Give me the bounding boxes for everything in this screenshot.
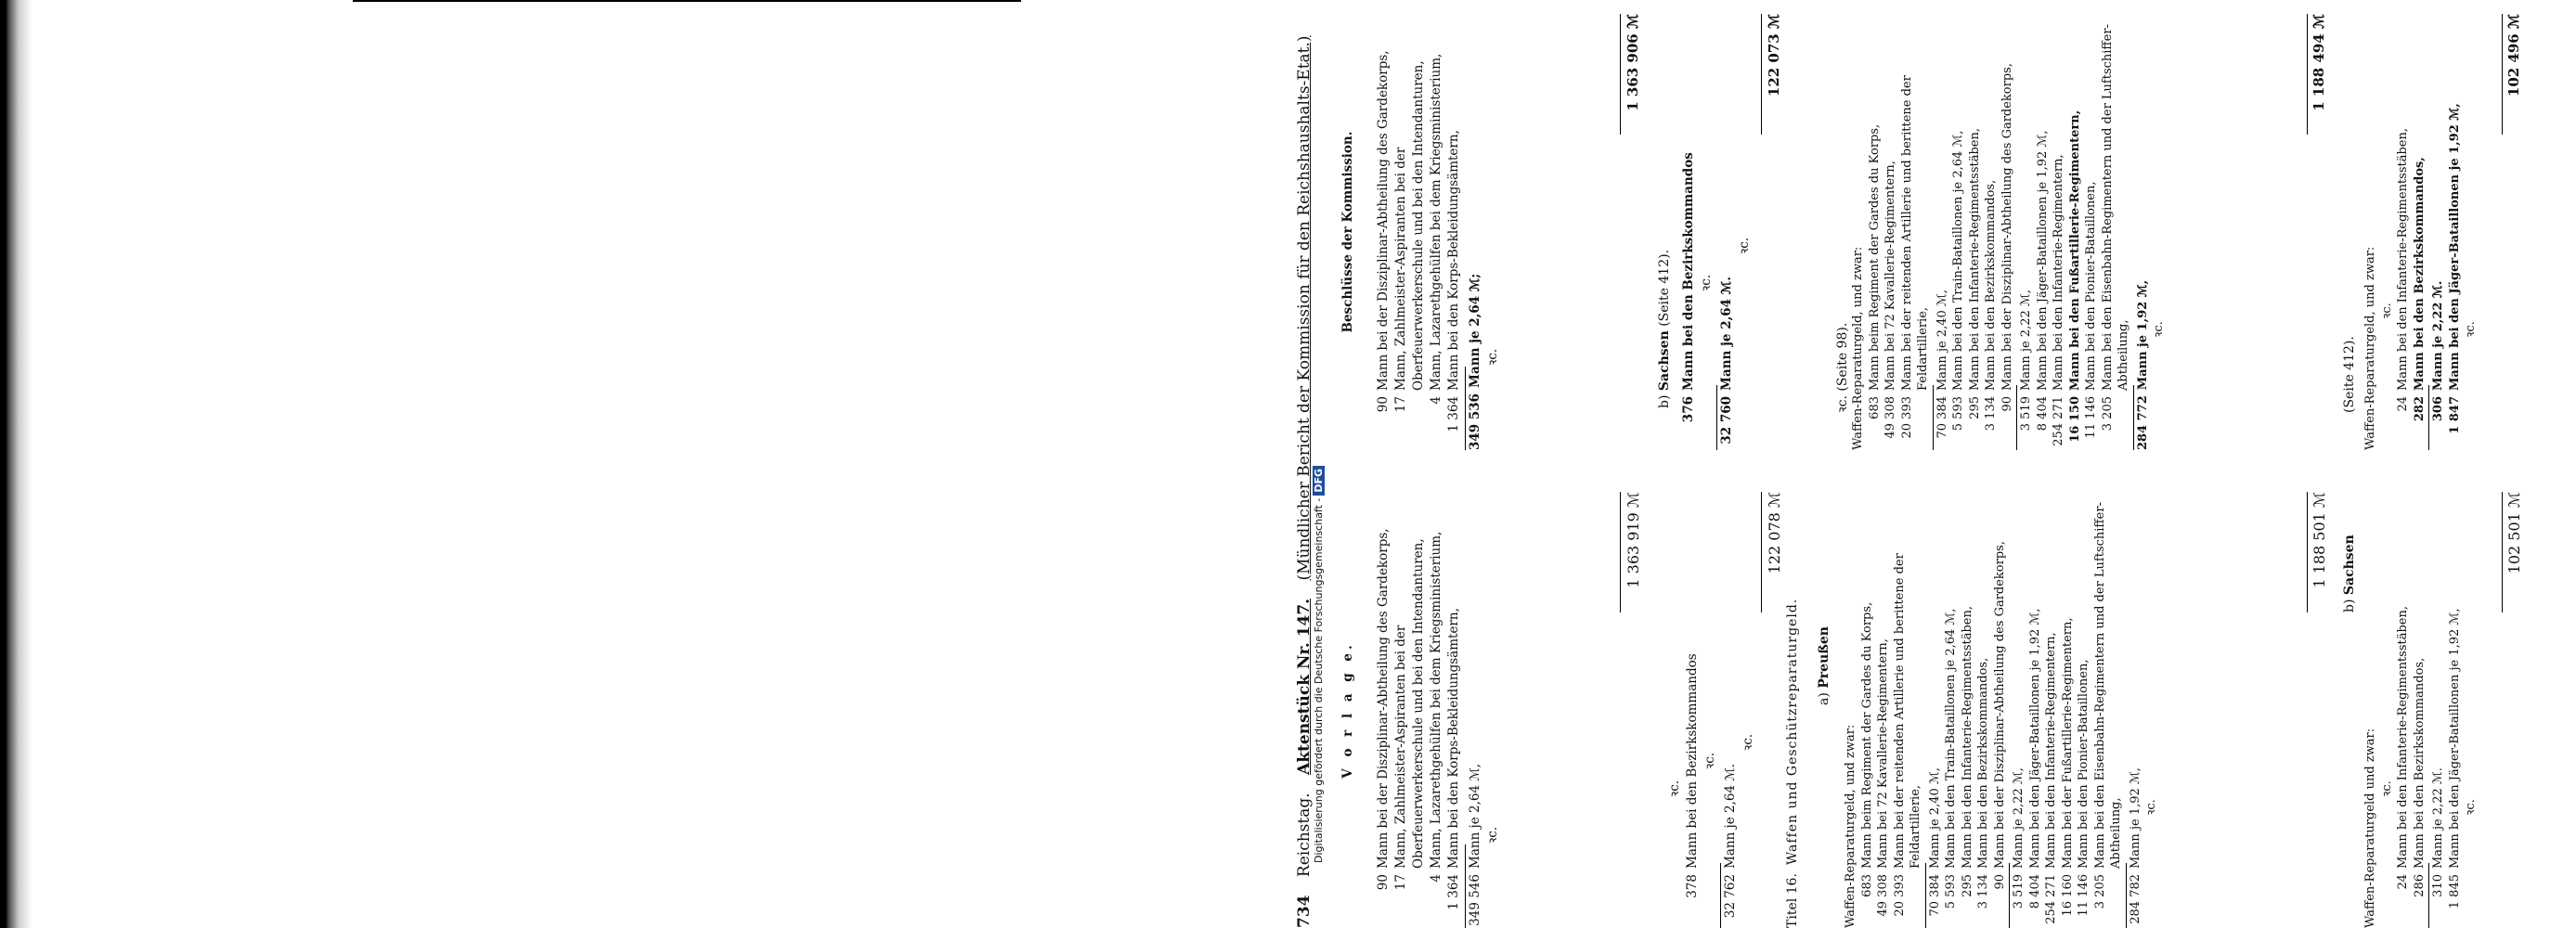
dfg-logo: DFG [1313,466,1325,496]
list-item: 24 Mann bei den Infanterie-Regimentsstäben, [2396,606,2410,890]
total-value: 1 188 501 ℳ [2311,492,2328,588]
total-rule [1620,14,1621,135]
list-item: 16 160 Mann bei der Fußartillerie-Regimentern, [2060,617,2075,917]
sum-line: 32 762 Mann je 2,64 ℳ. [1723,763,1738,919]
etc-mark: ꝛc. [2379,780,2394,797]
etc-mark: ꝛc. [1741,733,1755,752]
total-rule [2307,14,2308,135]
list-item: 17 Mann, Zahlmeister-Aspiranten bei der Oberfeuerwerkerschule und bei den Intendanturen, [1393,60,1426,413]
list-item: 282 Mann bei den Bezirkskommandos, [2412,157,2427,422]
list-item: 1 847 Mann bei den Jäger-Bataillonen je 1,92 ℳ, [2447,103,2462,434]
sum-line: 310 Mann je 2,22 ℳ. [2431,767,2445,897]
sum-line: 284 782 Mann je 1,92 ℳ, [2128,767,2142,924]
list-item: 90 Mann bei der Disziplinar-Abtheilung des Gardekorps, [1992,541,2007,890]
list-item: 3 205 Mann bei den Eisenbahn-Regimentern und der Luftschiffer-Abtheilung, [2100,24,2130,432]
intro-text: Waffen-Reparaturgeld, und zwar: [1851,246,1865,450]
preussen-left [1843,492,2160,928]
total-value: 1 363 906 ℳ [1625,14,1641,111]
list-item: 5 593 Mann bei den Train-Bataillonen je 2,64 ℳ, [1951,130,1965,432]
intro-text: Waffen-Reparaturgeld und zwar: [2363,728,2377,928]
list-item: 376 Mann bei den Bezirkskommandos [1681,152,1696,423]
sachsen2-right [2362,14,2479,450]
page-number: 734 [1295,895,1314,928]
list-item: 8 404 Mann bei den Jäger-Bataillonen je 1,92 ℳ, [2027,608,2042,909]
total-value: 122 078 ℳ [1766,492,1783,574]
intro-text: Waffen-Reparaturgeld, und zwar: [2363,246,2377,450]
etc-mark: ꝛc. [2464,799,2478,816]
top-border-line [353,0,1021,2]
total-value: 102 501 ℳ [2505,492,2523,574]
total-rule [2307,492,2308,612]
etc-mark: ꝛc. [1702,752,1717,770]
stamp-text: Digitalisierung gefördert durch die Deutsche Forschungsgemeinschaft - [1313,497,1325,863]
page-header [1295,0,1323,928]
etc-mark: ꝛc. [2152,321,2166,338]
list-item: 90 Mann bei der Disziplinar-Abtheilung des Gardekorps, [1376,528,1391,891]
list-item: 4 Mann, Lazarethgehülfen bei dem Kriegsministerium, [1429,531,1443,883]
list-item: 49 308 Mann bei 72 Kavallerie-Regimentern, [1883,161,1897,439]
top-block-right [1375,14,1502,450]
list-item: 20 393 Mann bei der reitenden Artillerie und berittene der Feldartillerie, [1892,553,1922,917]
sachsen2-heading-ref: (Seite 412). [2342,336,2357,413]
list-item: 295 Mann bei den Infanterie-Regimentsstäben, [1967,128,1982,419]
sachsen2-left [2362,492,2479,928]
beschluesse-heading: Beschlüsse der Kommission. [1340,131,1355,333]
list-item: 378 Mann bei den Bezirkskommandos [1685,653,1700,898]
sum-line: 3 519 Mann je 2,22 ℳ, [2019,290,2033,432]
etc-mark: ꝛc. [1485,348,1500,367]
sum-line: 3 519 Mann je 2,22 ℳ, [2012,767,2026,909]
list-item: 90 Mann bei der Disziplinar-Abtheilung des Gardekorps, [2000,63,2014,412]
list-item: 683 Mann beim Regiment der Gardes du Korps, [1859,601,1874,897]
preussen-right [1850,14,2168,450]
list-item: 90 Mann bei der Disziplinar-Abtheilung des Gardekorps, [1376,50,1391,413]
total-rule [1761,14,1762,135]
page-subtitle: (Mündlicher Bericht der Kommission für den Reichshaushalts-Etat.) [1295,35,1314,581]
total-value: 102 496 ℳ [2505,14,2522,97]
list-item: 16 150 Mann bei den Fußartillerie-Regimentern, [2067,110,2082,443]
rotated-content [1295,0,2576,928]
sum-line: 306 Mann je 2,22 ℳ. [2431,280,2445,422]
sum-line: 70 384 Mann je 2,40 ℳ, [1927,767,1942,917]
total-value: 1 188 494 ℳ [2311,14,2327,111]
list-item: 8 404 Mann bei den Jäger-Bataillonen je 1,92 ℳ, [2035,130,2050,432]
total-rule [2502,14,2503,135]
header-left-label: Reichstag. [1295,793,1314,878]
sachsen2-heading: b) Sachsen [2342,535,2357,612]
sum-line: 284 772 Mann je 1,92 ℳ, [2135,279,2150,450]
sachsen1-left [1666,492,1757,928]
list-item: 295 Mann bei den Infanterie-Regimentsstäben, [1960,606,1974,897]
list-item: 1 364 Mann bei den Korps-Bekleidungsämtern, [1446,130,1461,432]
sum-line: 70 384 Mann je 2,40 ℳ, [1935,290,1949,439]
list-item: 11 146 Mann bei den Pionier-Bataillonen, [2084,181,2098,439]
list-item: 3 134 Mann bei den Bezirkskommandos, [1976,657,1990,909]
list-item: 683 Mann beim Regiment der Gardes du Korps, [1867,123,1882,419]
page-title: Aktenstück Nr. 147. [1295,598,1314,775]
etc-mark: ꝛc. [2379,303,2394,319]
list-item: 17 Mann, Zahlmeister-Aspiranten bei der Oberfeuerwerkerschule und bei den Intendanturen, [1393,538,1426,891]
etc-mark: ꝛc. [1485,826,1500,844]
etc-mark: ꝛc. [2464,321,2478,338]
sachsen1-heading: b) Sachsen (Seite 412). [1657,249,1672,408]
list-item: 3 205 Mann bei den Eisenbahn-Regimentern und der Luftschiffer-Abtheilung, [2092,502,2123,909]
sum-line: 349 546 Mann je 2,64 ℳ, [1468,763,1482,926]
list-item: 4 Mann, Lazarethgehülfen bei dem Kriegsministerium, [1429,53,1443,405]
sum-line: 349 536 Mann je 2,64 ℳ; [1468,273,1482,450]
preussen-heading-ref: ꝛc. (Seite 98). [1835,322,1850,413]
sachsen1-right [1680,14,1754,450]
list-item: 1 364 Mann bei den Korps-Bekleidungsämtern, [1446,608,1461,910]
page-binding-edge [0,0,32,928]
titel-heading: Titel 16. Waffen und Geschützreparaturgeld. [1785,598,1800,928]
total-value: 122 073 ℳ [1766,14,1782,97]
vorlage-heading: V o r l a g e. [1340,641,1355,779]
list-item: 3 134 Mann bei den Bezirkskommandos, [1984,179,1998,432]
top-block-left [1375,492,1502,928]
total-value: 1 363 919 ℳ [1625,492,1642,588]
total-rule [1761,492,1762,612]
list-item: 254 271 Mann bei den Infanterie-Regimentern, [2044,632,2058,924]
etc-mark: ꝛc. [1737,237,1752,255]
preussen-heading: a) Preußen [1817,626,1832,705]
etc-mark: ꝛc. [1699,274,1714,292]
total-rule [2502,492,2503,612]
list-item: 5 593 Mann bei den Train-Bataillonen je 2,64 ℳ, [1944,608,1958,909]
list-item: 254 271 Mann bei den Infanterie-Regimentern, [2052,154,2065,446]
list-item: 24 Mann bei den Infanterie-Regimentsstäben, [2396,128,2410,412]
sum-line: 32 760 Mann je 2,64 ℳ. [1719,277,1734,445]
list-item: 49 308 Mann bei 72 Kavallerie-Regimentern, [1876,638,1890,917]
list-item: 20 393 Mann bei der reitenden Artillerie und berittene der Feldartillerie, [1899,75,1930,439]
list-item: 1 845 Mann bei den Jäger-Bataillonen je 1,92 ℳ, [2447,608,2462,909]
etc-mark: ꝛc. [1667,780,1682,798]
list-item: 11 146 Mann bei den Pionier-Bataillonen, [2077,659,2091,917]
intro-text: Waffen-Reparaturgeld, und zwar: [1844,724,1858,928]
total-rule [1620,492,1621,612]
list-item: 286 Mann bei den Bezirkskommandos, [2412,657,2427,897]
etc-mark: ꝛc. [2144,799,2158,816]
